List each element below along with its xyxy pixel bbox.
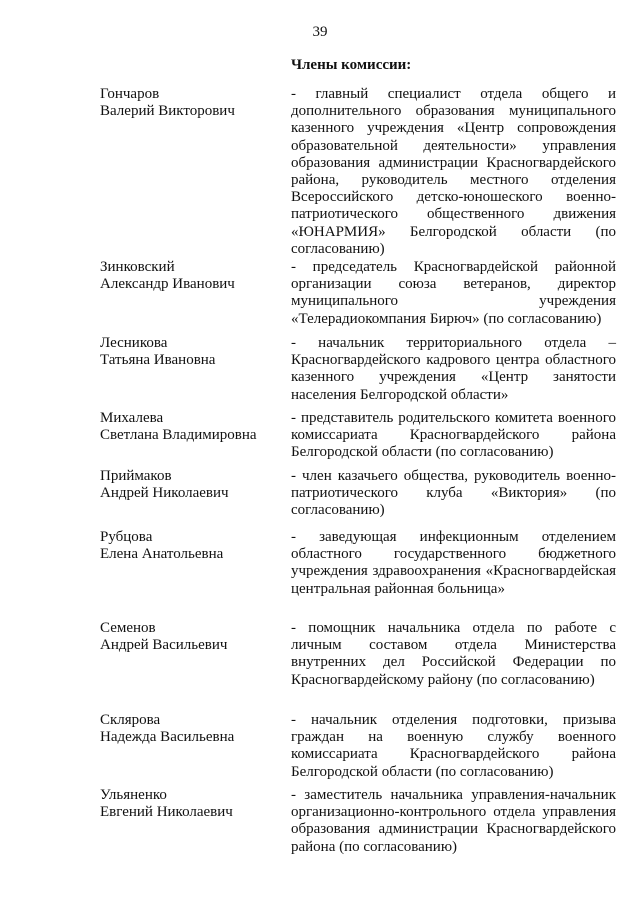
member-role: - член казачьего общества, руководитель военно-патриотического клуба «Виктория» (по согласованию) bbox=[291, 468, 616, 519]
member-given-names: Валерий Викторович bbox=[100, 103, 235, 119]
member-given-names: Андрей Васильевич bbox=[100, 637, 228, 653]
member-role: - представитель родительского комитета военного комиссариата Красногвардейского района Белгородской области (по согласованию) bbox=[291, 410, 616, 461]
member-surname: Рубцова bbox=[100, 529, 153, 545]
member-role: - заместитель начальника управления-начальник организационно-контрольного отдела управления образования администрации Красногвардейского района (по согласованию) bbox=[291, 787, 616, 855]
member-role: - заведующая инфекционным отделением областного государственного бюджетного учреждения здравоохранения «Красногвардейская центральная районная больница» bbox=[291, 529, 616, 597]
member-surname: Михалева bbox=[100, 410, 164, 426]
member-name bbox=[100, 86, 280, 120]
member-role: - начальник территориального отдела – Красногвардейского кадрового центра областного казенного учреждения «Центр занятости населения Белгородской области» bbox=[291, 335, 616, 403]
member-role: - главный специалист отдела общего и дополнительного образования муниципального казенного учреждения «Центр сопровождения образовательной деятельности» управления образования администрации Красногвардейского района, руководитель местного отделения Всероссийского детско-юношеского военно-патриотического общественного движения «ЮНАРМИЯ» Белгородской области (по согласованию) bbox=[291, 86, 616, 257]
member-name bbox=[100, 335, 280, 369]
member-surname: Склярова bbox=[100, 712, 161, 728]
member-given-names: Андрей Николаевич bbox=[100, 485, 229, 501]
member-given-names: Евгений Николаевич bbox=[100, 804, 233, 820]
page-number: 39 bbox=[312, 24, 328, 40]
member-surname: Семенов bbox=[100, 620, 156, 636]
member-surname: Лесникова bbox=[100, 335, 168, 351]
member-surname: Зинковский bbox=[100, 259, 175, 275]
member-name bbox=[100, 468, 280, 502]
member-surname: Приймаков bbox=[100, 468, 172, 484]
member-name bbox=[100, 529, 280, 563]
member-name bbox=[100, 712, 280, 746]
member-surname: Ульяненко bbox=[100, 787, 167, 803]
member-name bbox=[100, 787, 280, 821]
member-given-names: Татьяна Ивановна bbox=[100, 352, 216, 368]
member-given-names: Надежда Васильевна bbox=[100, 729, 235, 745]
member-role: - помощник начальника отдела по работе с личным составом отдела Министерства внутренних дел Российской Федерации по Красногвардейскому району (по согласованию) bbox=[291, 620, 616, 688]
section-heading: Члены комиссии: bbox=[291, 57, 412, 73]
member-name bbox=[100, 620, 280, 654]
member-given-names: Елена Анатольевна bbox=[100, 546, 224, 562]
member-role: - начальник отделения подготовки, призыва граждан на военную службу военного комиссариата Красногвардейского района Белгородской области (по согласованию) bbox=[291, 712, 616, 780]
member-name bbox=[100, 259, 280, 293]
member-given-names: Светлана Владимировна bbox=[100, 427, 257, 443]
member-name bbox=[100, 410, 280, 444]
member-surname: Гончаров bbox=[100, 86, 160, 102]
member-given-names: Александр Иванович bbox=[100, 276, 235, 292]
member-role: - председатель Красногвардейской районной организации союза ветеранов, директор муниципального учреждения «Телерадиокомпания Бирюч» (по согласованию) bbox=[291, 259, 616, 327]
